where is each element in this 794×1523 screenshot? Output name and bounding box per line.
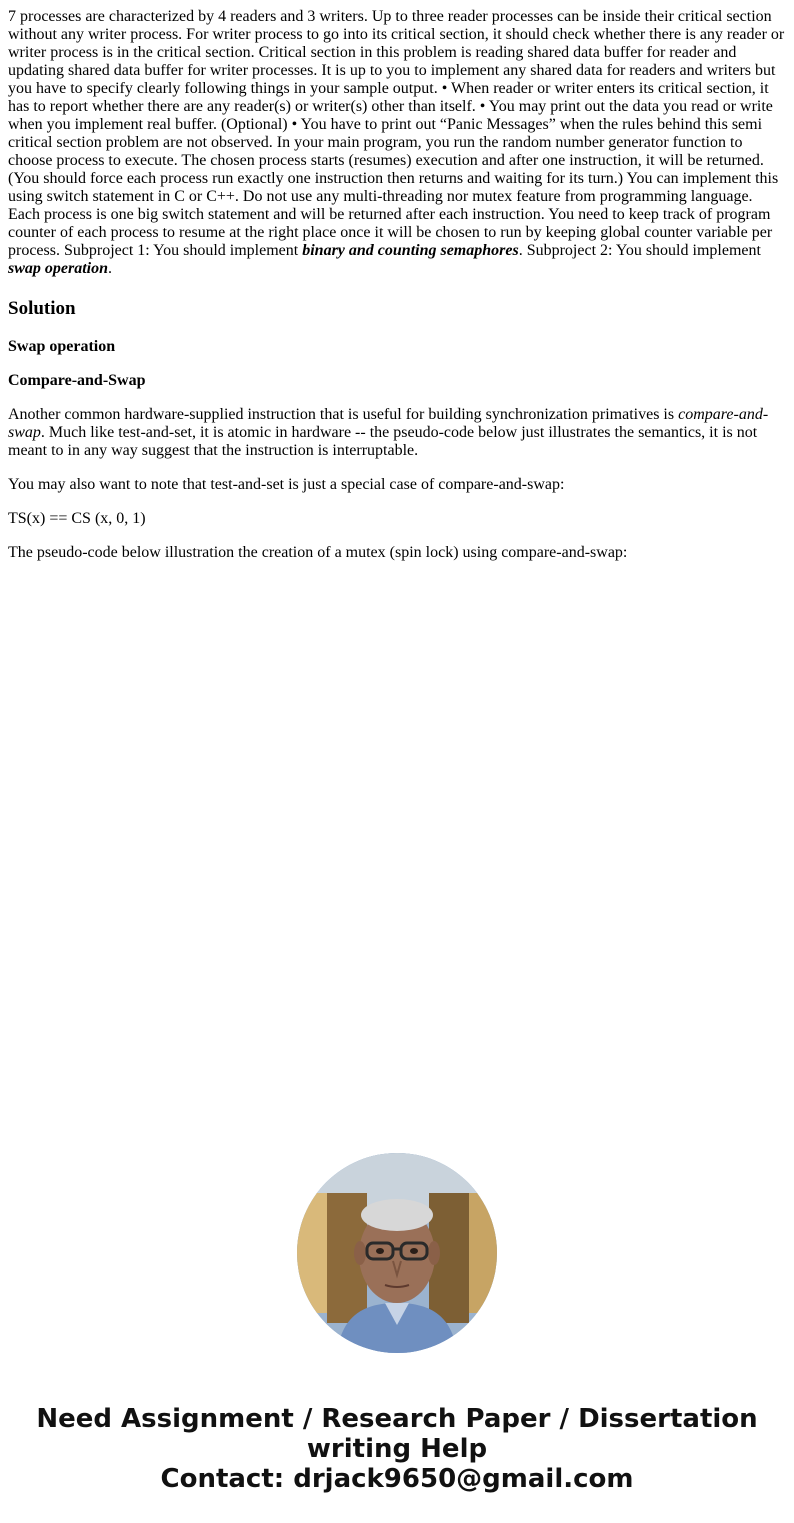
subheading-compare-and-swap: Compare-and-Swap (8, 372, 146, 389)
question-text (8, 8, 786, 278)
paragraph-ts-formula: TS(x) == CS (x, 0, 1) (8, 510, 146, 527)
promo-line-2: writing Help (306, 1434, 488, 1464)
question-end: . (108, 260, 113, 277)
para1-emphasis: compare-and-swap (8, 406, 769, 441)
paragraph-mutex-intro: The pseudo-code below illustration the creation of a mutex (spin lock) using compare-and-swap: (8, 544, 628, 561)
promo-contact: Contact: drjack9650@gmail.com (160, 1464, 634, 1494)
question-body: 7 processes are characterized by 4 readers and 3 writers. Up to three reader processes can be inside their critical section without any writer process. For writer process to go into its critical section, it should check whether there is any reader or writer process is in the critical section. Critical section in this problem is reading shared data buffer for reader and updating shared data buffer for writer processes. It is up to you to implement any shared data for readers and writers but you have to specify clearly following things in your sample output. • When reader or writer enters its critical section, it has to report whether there are any reader(s) or writer(s) other than itself. • You may print out the data you read or write when you implement real buffer. (Optional) • You have to print out “Panic Messages” when the rules behind this semi critical section problem are not observed. In your main program, you run the random number generator function to choose process to execute. The chosen process starts (resumes) execution and after one instruction, it will be returned. (You should force each process run exactly one instruction then returns and waiting for its turn.) You can implement this using switch statement in C or C++. Do not use any multi-threading nor mutex feature from programming language. Each process is one big switch statement and will be returned after each instruction. You need to keep track of program counter of each process to resume at the right place once it will be chosen to run by keeping global counter variable per process. Subproject 1: You should implement (8, 8, 785, 259)
solution-heading: Solution (8, 298, 76, 319)
avatar-portrait-icon (297, 1153, 497, 1353)
promo-banner (0, 1404, 794, 1494)
avatar (297, 1153, 497, 1353)
para1-end: . Much like test-and-set, it is atomic in hardware -- the pseudo-code below just illustrates the semantics, it is not meant to in any way suggest that the instruction is interruptable. (8, 424, 758, 459)
document-content (8, 8, 786, 578)
paragraph-cas-intro (8, 406, 786, 460)
promo-line-1: Need Assignment / Research Paper / Dissertation (36, 1404, 758, 1434)
paragraph-ts-note: You may also want to note that test-and-set is just a special case of compare-and-swap: (8, 476, 565, 493)
para1-start: Another common hardware-supplied instruction that is useful for building synchronization primatives is (8, 406, 679, 423)
emphasis-semaphores: binary and counting semaphores (302, 242, 519, 259)
question-middle: . Subproject 2: You should implement (518, 242, 761, 259)
subheading-swap-operation: Swap operation (8, 338, 116, 355)
emphasis-swap: swap operation (8, 260, 109, 277)
